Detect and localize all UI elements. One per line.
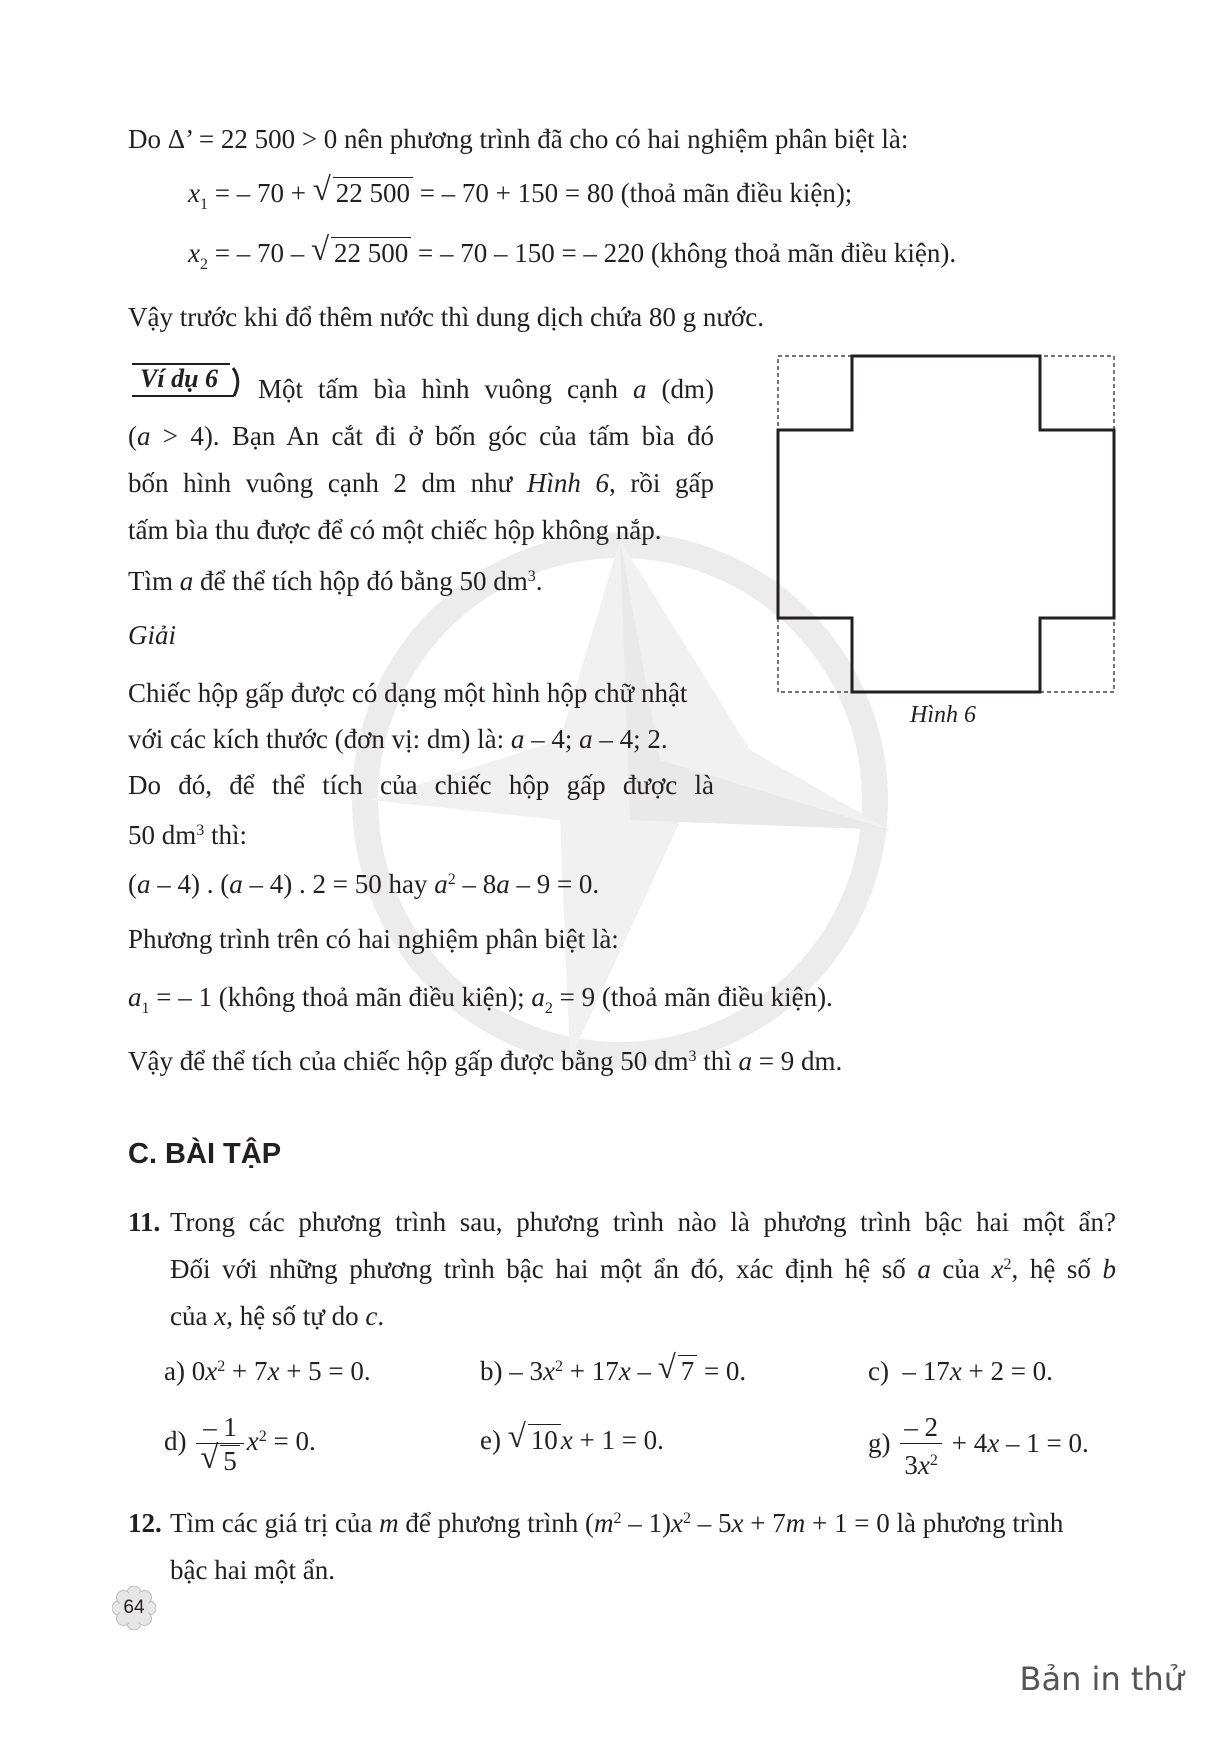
exercise-11-c: c) – 17x + 2 = 0. — [868, 1356, 1053, 1386]
exercise-12-line-1: Tìm các giá trị của m để phương trình $(m^2 - 1)x^2 - 5x + 7m + 1 = 0$ là phương trình — [170, 1508, 1064, 1538]
exercise-11-g: g) $\frac{- 2}{3x^2}$ + 4x – 1 = 0. — [868, 1412, 1089, 1480]
solution-line-7: $a_1$ = – 1 (không thoả mãn điều kiện); $a_2 = 9$ (thoả mãn điều kiện). — [128, 982, 833, 1017]
exercise-12-line-2: bậc hai một ẩn. — [170, 1555, 335, 1585]
exercise-11-line-3: của x, hệ số tự do c. — [170, 1301, 385, 1331]
cross-figure — [776, 354, 1120, 698]
delta-line: Do Δ’ = 22 500 > 0 nên phương trình đã cho có hai nghiệm phân biệt là: — [128, 124, 909, 154]
example-6-tag: Ví dụ 6 — [140, 364, 219, 393]
page-number: 64 — [123, 1597, 145, 1618]
example-line-2: (a > 4). Bạn An cắt đi ở bốn góc của tấm bìa đó — [128, 421, 714, 451]
section-heading: C. BÀI TẬP — [128, 1138, 282, 1170]
exercise-11-line-2: Đối với những phương trình bậc hai một ẩn đó, xác định hệ số a của $x^2$, hệ số b — [170, 1254, 1116, 1284]
page-number-badge — [112, 1586, 156, 1630]
solution-label: Giải — [128, 620, 177, 650]
sqrt-22500-b: √ 22 500 — [311, 238, 411, 269]
exercise-11-e: e) √ 10 x + 1 = 0. — [480, 1419, 664, 1455]
exercise-11-number: 11. — [128, 1207, 161, 1237]
exercise-11-b: $b) - 3x^2 + 17x$ – √ 7 = 0. — [480, 1350, 747, 1386]
exercise-12-number: 12. — [128, 1508, 162, 1538]
example-line-3: bốn hình vuông cạnh 2 dm như Hình 6, rồi gấp — [128, 468, 715, 498]
solution-line-4: 50 $dm^3$ thì: — [128, 820, 248, 850]
solution-line-3: Do đó, để thể tích của chiếc hộp gấp được là — [128, 770, 714, 800]
proof-label: Bản in thử — [1019, 1660, 1184, 1698]
solution-line-8: Vậy để thể tích của chiếc hộp gấp được bằng 50 $dm^3$ thì a = 9 dm. — [128, 1046, 843, 1076]
solution-line-1: Chiếc hộp gấp được có dạng một hình hộp chữ nhật — [128, 678, 688, 708]
exercise-11-line-1: Trong các phương trình sau, phương trình nào là phương trình bậc hai một ẩn? — [170, 1207, 1116, 1237]
example-line-5: Tìm a để thể tích hộp đó bằng 50 $dm^3$. — [128, 566, 543, 596]
conclusion-water: Vậy trước khi đổ thêm nước thì dung dịch chứa 80 g nước. — [128, 302, 764, 332]
x2-equation: $x_2$ = – 70 – √ 22 500 = – 70 – 150 = – 220 (không thoả mãn điều kiện). — [188, 232, 957, 273]
example-line-4: tấm bìa thu được để có một chiếc hộp không nắp. — [128, 515, 662, 545]
x1-equation: $x_1$ = – 70 + √ 22 500 = – 70 + 150 = 80 (thoả mãn điều kiện); — [188, 172, 853, 213]
solution-line-2: với các kích thước (đơn vị: dm) là: a – 4; a – 4; 2. — [128, 724, 668, 754]
exercise-11-d: d) – 1 √ 5 $x^2 = 0$. — [164, 1412, 316, 1476]
figure-caption: Hình 6 — [910, 702, 976, 728]
exercise-11-a: a) $0x^2 + 7x + 5 = 0$. — [164, 1356, 371, 1386]
example-line-1: Một tấm bìa hình vuông cạnh a (dm) — [258, 374, 715, 404]
solution-line-6: Phương trình trên có hai nghiệm phân biệt là: — [128, 924, 619, 954]
solution-line-5: (a – 4) . (a – 4) . 2 = 50 hay $a^2 - 8a - 9 = 0$. — [128, 869, 600, 899]
sqrt-22500-a: √ 22 500 — [313, 178, 413, 209]
